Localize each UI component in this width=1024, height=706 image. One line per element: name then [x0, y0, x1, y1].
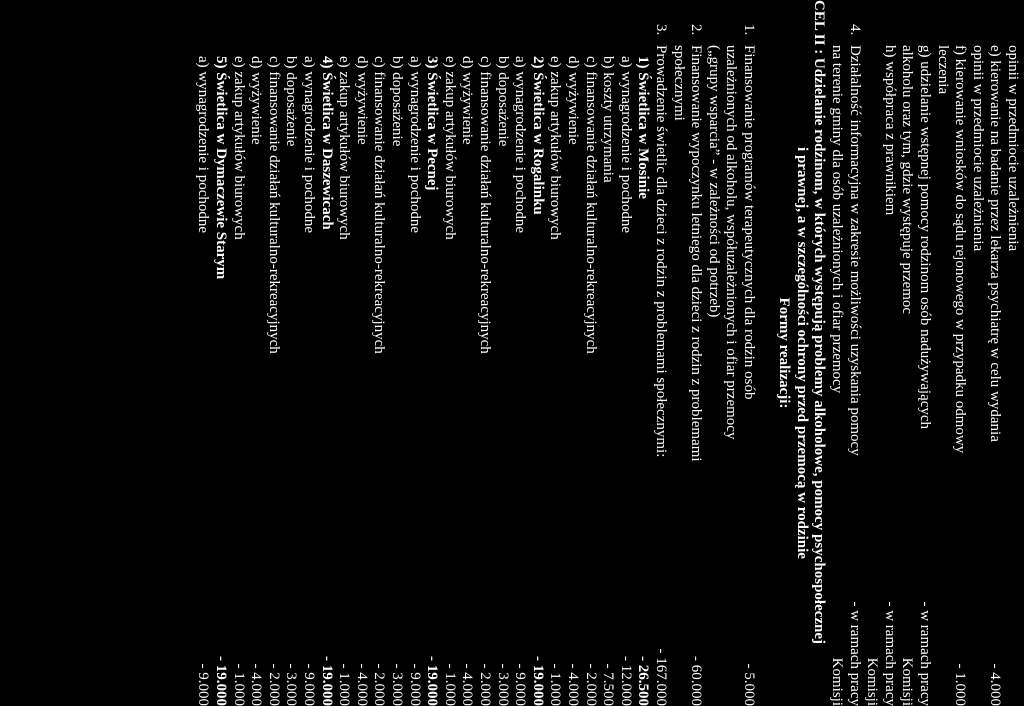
- line-text: alkoholu oraz tym, gdzie występuje przemoc: [899, 45, 916, 315]
- line-text: b) doposażenie: [283, 56, 300, 147]
- document-line: [827, 0, 845, 706]
- amount-value: - 2.000: [477, 663, 493, 706]
- document-line: [334, 0, 352, 706]
- document-line: [493, 0, 511, 706]
- document-line: [757, 0, 775, 706]
- amount-value: - 2.000: [265, 663, 282, 706]
- amount-value: - 3.000: [494, 663, 511, 706]
- item-number: 2.: [688, 24, 705, 36]
- amount-value: - 3.000: [389, 663, 405, 706]
- centered-heading-line: Formy realizacji:: [776, 297, 793, 409]
- document-line: [475, 0, 493, 706]
- line-text: 2) Świetlica w Rogalinku: [529, 56, 546, 215]
- item-number: 4.: [846, 24, 863, 36]
- line-text: a) wynagrodzenie i pochodne: [301, 56, 317, 234]
- document-line: [704, 0, 722, 706]
- line-text: d) wyżywienie: [248, 56, 265, 145]
- amount-value: - 1.000: [336, 663, 353, 706]
- amount-value: - 4.000: [987, 663, 1004, 706]
- amount-value: - 19.000: [424, 656, 441, 706]
- line-text: e) zakup artykułów biurowych: [230, 56, 247, 240]
- line-text: d) wyżywienie: [353, 56, 370, 145]
- amount-value: Komisji: [864, 657, 881, 706]
- amount-value: - 19.000: [213, 656, 229, 706]
- amount-value: - w ramach pracy: [881, 601, 898, 706]
- document-line: [1003, 0, 1021, 706]
- amount-value: - 167.000: [653, 648, 669, 706]
- document-line: [897, 0, 915, 706]
- document-line: [968, 0, 986, 706]
- document-line: [581, 0, 599, 706]
- document-line: [229, 0, 247, 706]
- document-line: [264, 0, 282, 706]
- line-text: a) wynagrodzenie i pochodne: [406, 56, 423, 234]
- line-text: b) doposażenie: [494, 56, 511, 147]
- amount-value: - 19.000: [318, 656, 335, 706]
- amount-value: - 7.500: [600, 663, 617, 706]
- document-line: [669, 0, 687, 706]
- item-number: 1.: [741, 24, 757, 36]
- document-line: [299, 0, 317, 706]
- line-text: leczenia: [934, 45, 951, 95]
- line-text: 5) Świetlica w Dymaczewie Starym: [213, 56, 229, 280]
- line-text: na terenie gminy dla osób uzależnionych i ofiar przemocy: [829, 45, 845, 394]
- amount-value: - 4.000: [248, 663, 265, 706]
- line-text: opinii w przedmiocie uzależnienia: [969, 45, 986, 252]
- amount-value: - w ramach pracy: [846, 601, 863, 706]
- document-line: [721, 0, 739, 706]
- document-line: [686, 0, 704, 706]
- centered-heading-line: i prawnej, a w szczególności ochrony przed przemocą w rodzinie: [793, 147, 810, 559]
- line-text: Finansowanie programów terapeutycznych dla rodzin osób: [741, 45, 757, 400]
- amount-value: - 1.000: [441, 663, 458, 706]
- amount-value: - 9.000: [301, 663, 317, 706]
- document-line: [651, 0, 669, 706]
- line-text: a) wynagrodzenie i pochodne: [617, 56, 634, 234]
- line-text: opinii w przedmiocie uzależnienia: [1005, 45, 1021, 252]
- document-line: [915, 0, 933, 706]
- document-line: [211, 0, 229, 706]
- amount-value: - 19.000: [529, 656, 546, 706]
- line-text: c) finansowanie działań kulturalno-rekreacyjnych: [477, 56, 493, 354]
- section-heading: CEL II : Udzielanie rodzinom, w których występują problemy alkoholowe, pomocy psychospołecznej: [811, 0, 828, 645]
- document-line: [633, 0, 651, 706]
- line-text: d) wyżywienie: [565, 56, 581, 145]
- line-text: społecznymi: [670, 45, 687, 121]
- document-line: [510, 0, 528, 706]
- amount-value: - 1.000: [547, 663, 564, 706]
- line-text: („grupy wsparcia” - w zależności od potrzeb): [705, 45, 722, 318]
- line-text: e) zakup artykułów biurowych: [547, 56, 564, 240]
- line-text: c) finansowanie działań kulturalno-rekreacyjnych: [582, 56, 599, 354]
- amount-value: - 1.000: [952, 663, 969, 706]
- amount-value: - 9.000: [512, 663, 529, 706]
- amount-value: Komisji: [899, 657, 916, 706]
- amount-value: - 4.000: [353, 663, 370, 706]
- amount-value: - 2.000: [582, 663, 599, 706]
- line-text: e) zakup artykułów biurowych: [441, 56, 458, 240]
- document-line: [193, 0, 211, 706]
- document-line: [880, 0, 898, 706]
- line-text: h) współpraca z prawnikiem: [881, 45, 898, 216]
- line-text: 4) Świetlica w Daszewicach: [318, 56, 335, 230]
- amount-value: - 4.000: [565, 663, 581, 706]
- document-line: [950, 0, 968, 706]
- line-text: Działalność informacyjna w zakresie możliwości uzyskania pomocy: [846, 45, 863, 456]
- document-line: [598, 0, 616, 706]
- line-text: Prowadzenie świetlic dla dzieci z rodzin z problemami społecznymi:: [653, 45, 669, 458]
- line-text: 3) Świetlica w Pecnej: [424, 56, 441, 191]
- line-text: d) wyżywienie: [459, 56, 476, 145]
- line-text: a) wynagrodzenie i pochodne: [512, 56, 529, 234]
- document-line: [246, 0, 264, 706]
- item-number: 3.: [653, 24, 669, 36]
- line-text: g) udzielanie wstępnej pomocy rodzinom osób nadużywających: [917, 45, 933, 430]
- amount-value: - 5.000: [741, 663, 757, 706]
- document-line: [281, 0, 299, 706]
- amount-value: - 60.000: [688, 656, 705, 706]
- amount-value: - 4.000: [459, 663, 476, 706]
- amount-value: - 12.000: [617, 656, 634, 706]
- amount-value: - 1.000: [230, 663, 247, 706]
- document-line: [563, 0, 581, 706]
- document-line: [545, 0, 563, 706]
- amount-value: - 9.000: [195, 663, 212, 706]
- document-line: [369, 0, 387, 706]
- document-line: [845, 0, 863, 706]
- document-line: [422, 0, 440, 706]
- amount-value: - 3.000: [283, 663, 300, 706]
- amount-value: Komisji: [829, 657, 845, 706]
- line-text: b) koszty utrzymania: [600, 56, 617, 183]
- line-text: 1) Świetlica w Mosinie: [635, 56, 652, 199]
- document-line: [933, 0, 951, 706]
- amount-value: - 26.500: [635, 656, 652, 706]
- line-text: e) zakup artykułów biurowych: [336, 56, 353, 240]
- amount-value: - 9.000: [406, 663, 423, 706]
- line-text: b) doposażenie: [389, 56, 405, 147]
- line-text: a) wynagrodzenie i pochodne: [195, 56, 212, 234]
- document-line: [440, 0, 458, 706]
- amount-value: - w ramach pracy: [917, 601, 933, 706]
- document-line: [457, 0, 475, 706]
- line-text: c) finansowanie działań kulturalno-rekreacyjnych: [265, 56, 282, 354]
- line-text: Finansowanie wypoczynku letniego dla dzieci z rodzin z problemami: [688, 45, 705, 462]
- document-line: [985, 0, 1003, 706]
- document-line: [317, 0, 335, 706]
- line-text: c) finansowanie działań kulturalno-rekreacyjnych: [371, 56, 388, 354]
- document-line: [862, 0, 880, 706]
- document-line: [616, 0, 634, 706]
- document-line: [352, 0, 370, 706]
- line-text: uzależnionych od alkoholu, współuzależnionych i ofiar przemocy: [723, 45, 740, 440]
- document-line: [739, 0, 757, 706]
- line-text: e) kierowanie na badanie przez lekarza psychiatrę w celu wydania: [987, 45, 1004, 442]
- line-text: f) kierowanie wniosków do sądu rejonowego w przypadku odmowy: [952, 45, 969, 454]
- document-line: [387, 0, 405, 706]
- amount-value: - 2.000: [371, 663, 388, 706]
- document-line: [528, 0, 546, 706]
- document-line: [405, 0, 423, 706]
